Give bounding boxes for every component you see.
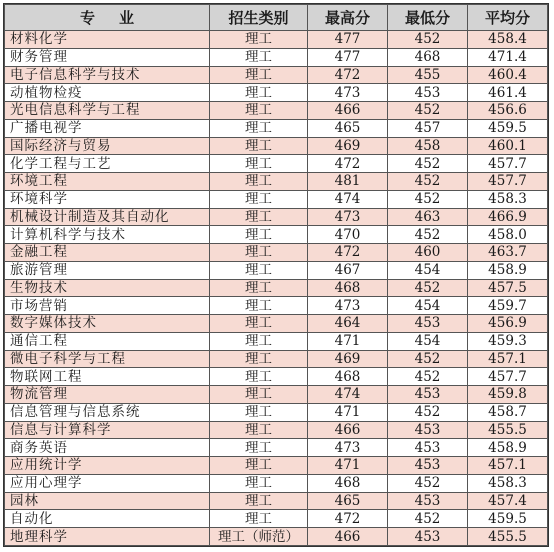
table-row [5, 350, 548, 368]
cell-type: 理工 [210, 279, 308, 297]
cell-min-score: 453 [388, 421, 468, 439]
cell-type: 理工 [210, 119, 308, 137]
cell-min-score: 460 [388, 244, 468, 262]
table-row [5, 31, 548, 49]
cell-max-score: 472 [308, 66, 388, 84]
cell-max-score: 473 [308, 297, 388, 315]
cell-avg-score: 458.3 [468, 190, 548, 208]
cell-major: 财务管理 [5, 48, 210, 66]
cell-major: 信息管理与信息系统 [5, 403, 210, 421]
table-row [5, 421, 548, 439]
cell-type: 理工 [210, 474, 308, 492]
cell-type: 理工 [210, 315, 308, 333]
cell-major: 地理科学 [5, 528, 210, 546]
cell-max-score: 467 [308, 261, 388, 279]
cell-avg-score: 459.7 [468, 297, 548, 315]
cell-major: 自动化 [5, 510, 210, 528]
admission-score-table [4, 4, 548, 546]
table-row [5, 332, 548, 350]
cell-major: 微电子科学与工程 [5, 350, 210, 368]
cell-type: 理工 [210, 510, 308, 528]
cell-major: 环境工程 [5, 173, 210, 191]
cell-type: 理工 [210, 403, 308, 421]
cell-major: 园林 [5, 492, 210, 510]
cell-max-score: 465 [308, 492, 388, 510]
cell-major: 化学工程与工艺 [5, 155, 210, 173]
cell-type: 理工 [210, 84, 308, 102]
cell-min-score: 452 [388, 510, 468, 528]
cell-avg-score: 456.9 [468, 315, 548, 333]
cell-avg-score: 459.8 [468, 386, 548, 404]
cell-max-score: 468 [308, 368, 388, 386]
cell-avg-score: 460.1 [468, 137, 548, 155]
table-row [5, 279, 548, 297]
cell-avg-score: 458.4 [468, 31, 548, 49]
cell-type: 理工 [210, 350, 308, 368]
table-row [5, 66, 548, 84]
cell-type: 理工 [210, 332, 308, 350]
cell-max-score: 481 [308, 173, 388, 191]
table-row [5, 457, 548, 475]
cell-type: 理工 [210, 439, 308, 457]
cell-max-score: 469 [308, 137, 388, 155]
cell-type: 理工 [210, 297, 308, 315]
table-row [5, 386, 548, 404]
cell-max-score: 469 [308, 350, 388, 368]
cell-min-score: 463 [388, 208, 468, 226]
table-row [5, 226, 548, 244]
header-major: 专业 [5, 5, 210, 31]
table-row [5, 492, 548, 510]
cell-min-score: 452 [388, 102, 468, 120]
cell-max-score: 464 [308, 315, 388, 333]
cell-avg-score: 471.4 [468, 48, 548, 66]
cell-major: 信息与计算科学 [5, 421, 210, 439]
cell-major: 计算机科学与技术 [5, 226, 210, 244]
header-row [5, 5, 548, 31]
cell-major: 生物技术 [5, 279, 210, 297]
table-row [5, 297, 548, 315]
cell-min-score: 453 [388, 386, 468, 404]
table-row [5, 403, 548, 421]
cell-major: 旅游管理 [5, 261, 210, 279]
cell-major: 物流管理 [5, 386, 210, 404]
cell-min-score: 452 [388, 155, 468, 173]
cell-major: 国际经济与贸易 [5, 137, 210, 155]
cell-avg-score: 457.7 [468, 173, 548, 191]
cell-avg-score: 457.1 [468, 350, 548, 368]
cell-type: 理工（师范） [210, 528, 308, 546]
cell-type: 理工 [210, 226, 308, 244]
cell-max-score: 471 [308, 457, 388, 475]
cell-type: 理工 [210, 492, 308, 510]
cell-major: 广播电视学 [5, 119, 210, 137]
cell-min-score: 453 [388, 457, 468, 475]
cell-type: 理工 [210, 208, 308, 226]
cell-type: 理工 [210, 386, 308, 404]
cell-type: 理工 [210, 244, 308, 262]
table-row [5, 439, 548, 457]
cell-major: 环境科学 [5, 190, 210, 208]
cell-major: 物联网工程 [5, 368, 210, 386]
cell-type: 理工 [210, 48, 308, 66]
cell-avg-score: 461.4 [468, 84, 548, 102]
cell-max-score: 470 [308, 226, 388, 244]
cell-min-score: 452 [388, 31, 468, 49]
cell-avg-score: 455.5 [468, 528, 548, 546]
cell-type: 理工 [210, 173, 308, 191]
cell-max-score: 474 [308, 190, 388, 208]
header-min: 最低分 [388, 5, 468, 31]
cell-major: 商务英语 [5, 439, 210, 457]
cell-min-score: 453 [388, 315, 468, 333]
table-body [5, 31, 548, 546]
cell-avg-score: 458.0 [468, 226, 548, 244]
table-row [5, 208, 548, 226]
cell-type: 理工 [210, 421, 308, 439]
cell-avg-score: 458.9 [468, 261, 548, 279]
table-row [5, 48, 548, 66]
cell-max-score: 465 [308, 119, 388, 137]
header-max: 最高分 [308, 5, 388, 31]
cell-avg-score: 457.5 [468, 279, 548, 297]
cell-type: 理工 [210, 368, 308, 386]
cell-max-score: 474 [308, 386, 388, 404]
cell-avg-score: 459.5 [468, 510, 548, 528]
cell-max-score: 473 [308, 84, 388, 102]
table-row [5, 528, 548, 546]
cell-avg-score: 459.5 [468, 119, 548, 137]
cell-major: 应用心理学 [5, 474, 210, 492]
cell-major: 光电信息科学与工程 [5, 102, 210, 120]
cell-min-score: 452 [388, 368, 468, 386]
cell-major: 动植物检疫 [5, 84, 210, 102]
cell-max-score: 466 [308, 102, 388, 120]
cell-max-score: 473 [308, 439, 388, 457]
table-row [5, 155, 548, 173]
cell-major: 数字媒体技术 [5, 315, 210, 333]
cell-max-score: 466 [308, 528, 388, 546]
cell-avg-score: 457.4 [468, 492, 548, 510]
cell-min-score: 453 [388, 492, 468, 510]
cell-min-score: 455 [388, 66, 468, 84]
cell-major: 金融工程 [5, 244, 210, 262]
cell-max-score: 468 [308, 279, 388, 297]
cell-major: 电子信息科学与技术 [5, 66, 210, 84]
table-row [5, 190, 548, 208]
cell-max-score: 472 [308, 155, 388, 173]
cell-max-score: 471 [308, 403, 388, 421]
cell-major: 应用统计学 [5, 457, 210, 475]
cell-avg-score: 457.7 [468, 368, 548, 386]
cell-type: 理工 [210, 457, 308, 475]
cell-min-score: 468 [388, 48, 468, 66]
cell-avg-score: 460.4 [468, 66, 548, 84]
cell-max-score: 466 [308, 421, 388, 439]
cell-max-score: 472 [308, 244, 388, 262]
cell-min-score: 452 [388, 173, 468, 191]
cell-avg-score: 457.7 [468, 155, 548, 173]
table-row [5, 474, 548, 492]
cell-avg-score: 463.7 [468, 244, 548, 262]
cell-major: 机械设计制造及其自动化 [5, 208, 210, 226]
table-row [5, 84, 548, 102]
cell-avg-score: 458.9 [468, 439, 548, 457]
table-row [5, 368, 548, 386]
table-row [5, 244, 548, 262]
cell-major: 材料化学 [5, 31, 210, 49]
header-type: 招生类别 [210, 5, 308, 31]
cell-min-score: 453 [388, 439, 468, 457]
cell-type: 理工 [210, 137, 308, 155]
cell-avg-score: 458.7 [468, 403, 548, 421]
table-row [5, 137, 548, 155]
cell-min-score: 458 [388, 137, 468, 155]
cell-min-score: 453 [388, 84, 468, 102]
cell-avg-score: 466.9 [468, 208, 548, 226]
cell-avg-score: 458.3 [468, 474, 548, 492]
cell-min-score: 457 [388, 119, 468, 137]
cell-avg-score: 456.6 [468, 102, 548, 120]
cell-type: 理工 [210, 261, 308, 279]
cell-type: 理工 [210, 190, 308, 208]
cell-major: 通信工程 [5, 332, 210, 350]
cell-type: 理工 [210, 102, 308, 120]
cell-min-score: 452 [388, 474, 468, 492]
cell-min-score: 453 [388, 528, 468, 546]
table-row [5, 173, 548, 191]
cell-avg-score: 457.1 [468, 457, 548, 475]
cell-type: 理工 [210, 155, 308, 173]
cell-avg-score: 459.3 [468, 332, 548, 350]
cell-min-score: 454 [388, 297, 468, 315]
cell-max-score: 477 [308, 48, 388, 66]
cell-min-score: 452 [388, 403, 468, 421]
cell-min-score: 452 [388, 350, 468, 368]
cell-min-score: 452 [388, 226, 468, 244]
cell-max-score: 472 [308, 510, 388, 528]
cell-max-score: 473 [308, 208, 388, 226]
cell-type: 理工 [210, 31, 308, 49]
cell-min-score: 454 [388, 261, 468, 279]
cell-type: 理工 [210, 66, 308, 84]
cell-major: 市场营销 [5, 297, 210, 315]
cell-min-score: 454 [388, 332, 468, 350]
table-row [5, 315, 548, 333]
cell-avg-score: 455.5 [468, 421, 548, 439]
table-row [5, 510, 548, 528]
cell-max-score: 471 [308, 332, 388, 350]
cell-max-score: 477 [308, 31, 388, 49]
header-avg: 平均分 [468, 5, 548, 31]
table-row [5, 102, 548, 120]
cell-min-score: 452 [388, 279, 468, 297]
cell-max-score: 468 [308, 474, 388, 492]
score-table-sheet [3, 3, 549, 547]
table-row [5, 119, 548, 137]
table-row [5, 261, 548, 279]
cell-min-score: 452 [388, 190, 468, 208]
